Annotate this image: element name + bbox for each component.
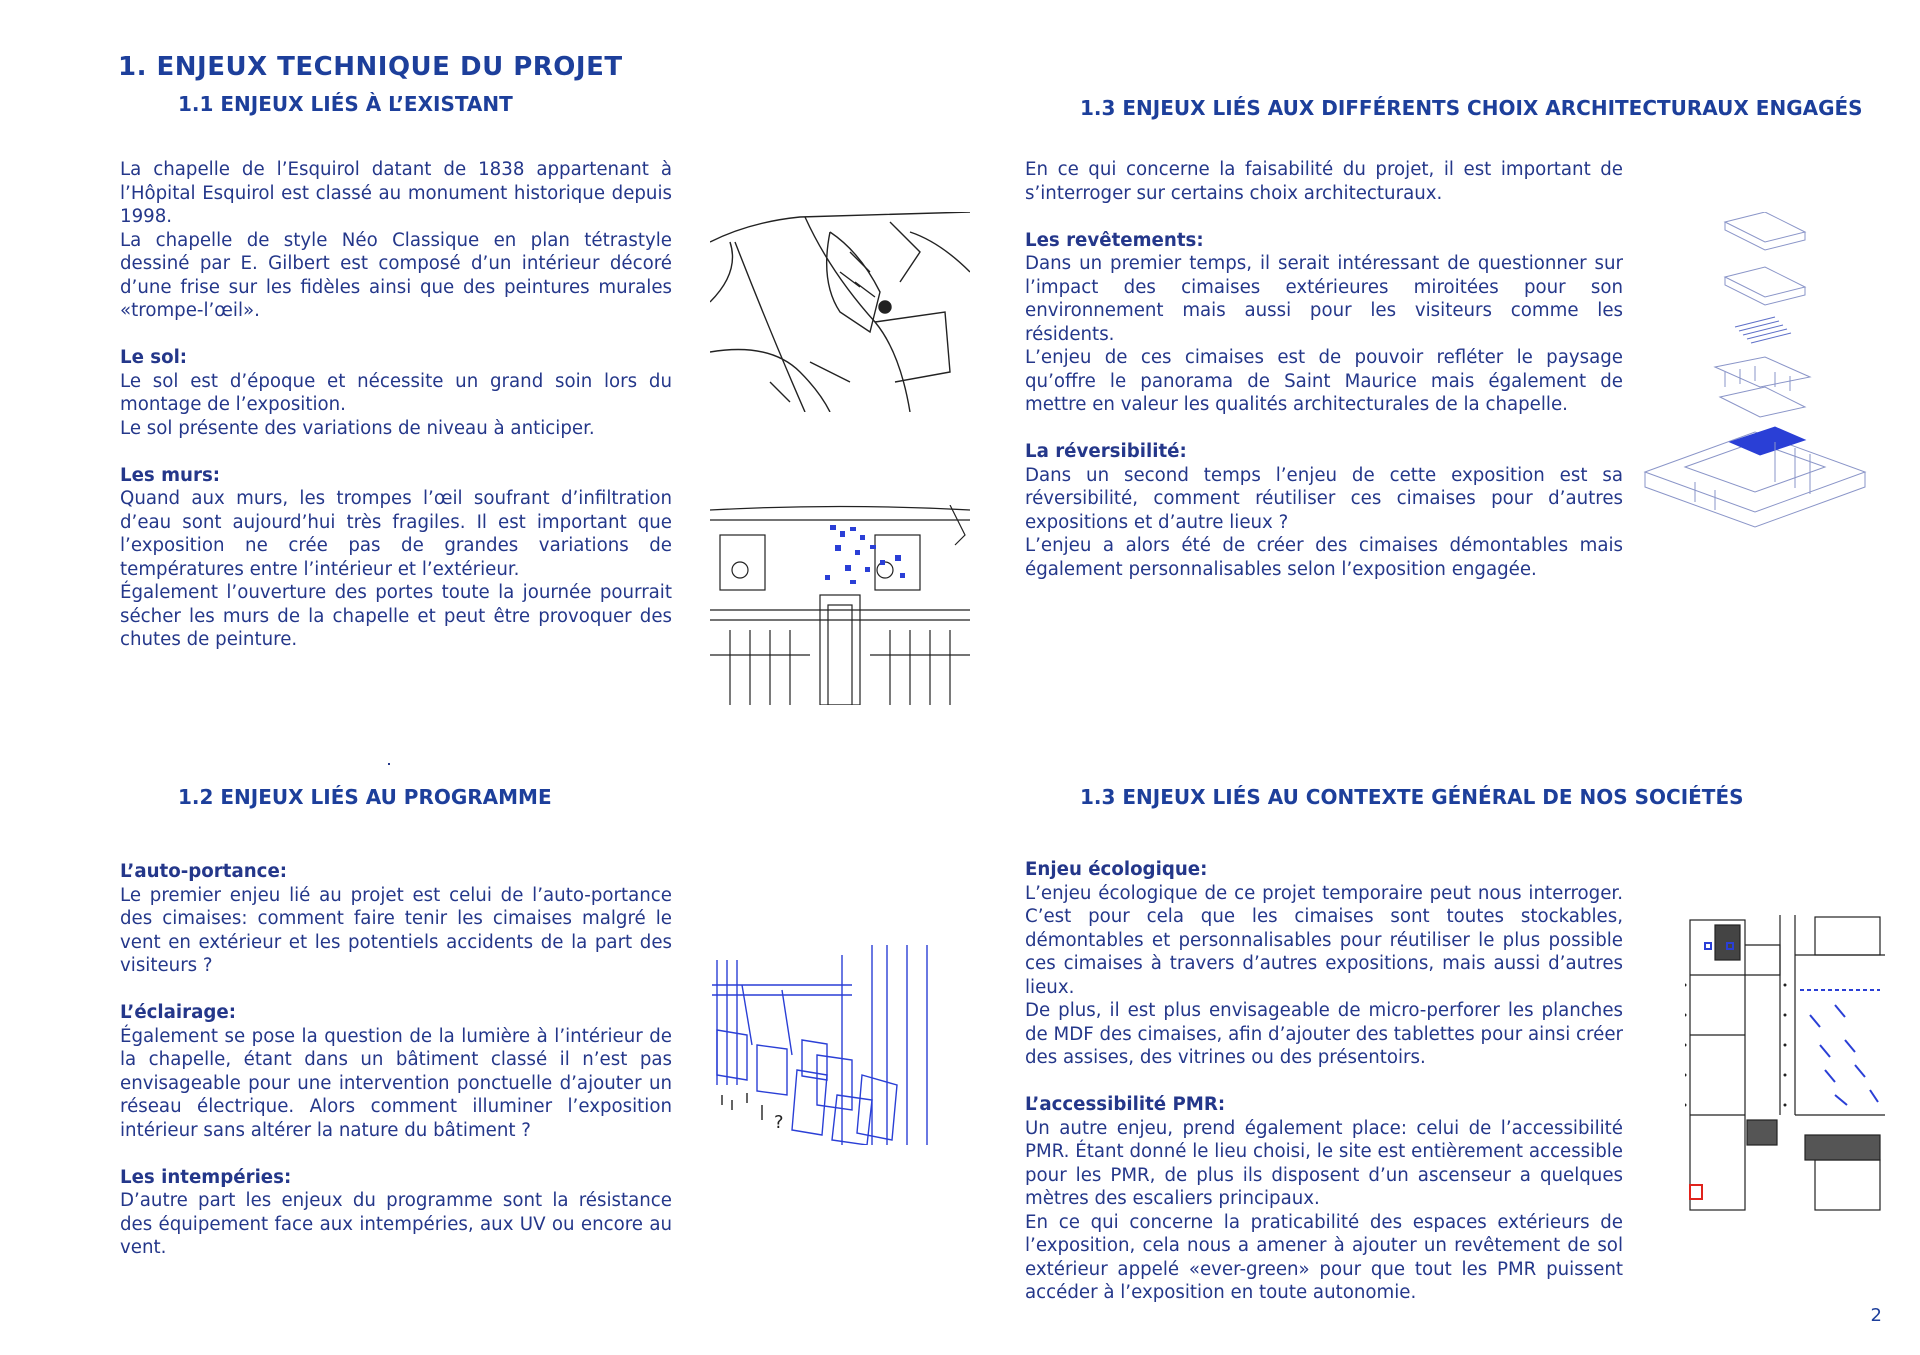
intemperies-subtitle: Les intempéries: (120, 1166, 292, 1188)
pmr-text-1: Un autre enjeu, prend également place: celui de l’accessibilité PMR. Étant donné le lieu choisi, le site est entièrement accessible pour les PMR, de plus ils disposent d’un ascenseur a quelques mètres des escaliers principaux. (1025, 1117, 1623, 1209)
autoportance-text: Le premier enjeu lié au projet est celui de l’auto-portance des cimaises: comment faire tenir les cimaises malgré le vent en extérieur et les potentiels accidents de la part des visiteurs ? (120, 884, 672, 976)
reversibilite-text-2: L’enjeu a alors été de créer des cimaises démontables mais également personnalisables selon l’exposition engagée. (1025, 535, 1623, 580)
pmr-subtitle: L’accessibilité PMR: (1025, 1094, 1226, 1115)
section-body-existant (120, 158, 672, 652)
exploded-axonometric-image (1635, 212, 1875, 552)
sol-text-1: Le sol est d’époque et nécessite un grand soin lors du montage de l’exposition. (120, 370, 672, 415)
murs-text-2: Également l’ouverture des portes toute la journée pourrait sécher les murs de la chapelle et peut être provoquer des chutes de peinture. (120, 582, 672, 650)
page-number: 2 (1870, 1305, 1882, 1326)
murs-subtitle: Les murs: (120, 464, 221, 486)
ecolo-text-1: L’enjeu écologique de ce projet temporaire peut nous interroger. C’est pour cela que les cimaises sont toutes stockables, démontables et personnalisables pour réutiliser le plus possible ces cimaises à travers d’autres expositions, mais aussi d’autres lieux. (1025, 882, 1623, 998)
eclairage-subtitle: L’éclairage: (120, 1002, 237, 1023)
section-title-programme: 1.2 ENJEUX LIÉS AU PROGRAMME (178, 785, 552, 809)
svg-text:?: ? (774, 1112, 784, 1133)
existant-intro-1: La chapelle de l’Esquirol datant de 1838 appartenant à l’Hôpital Esquirol est classé au monument historique depuis 1998. (120, 159, 672, 227)
interior-sketch-image (710, 505, 970, 705)
ecolo-subtitle: Enjeu écologique: (1025, 859, 1208, 880)
site-plan-image (1685, 915, 1885, 1220)
section-body-contexte (1025, 858, 1623, 1305)
choix-intro: En ce qui concerne la faisabilité du projet, il est important de s’interroger sur certains choix architecturaux. (1025, 159, 1623, 204)
ecolo-text-2: De plus, il est plus envisageable de micro-perforer les planches de MDF des cimaises, afin d’ajouter des tablettes pour ainsi créer des assises, des vitrines ou des présentoirs. (1025, 1000, 1623, 1068)
page-heading: 1. ENJEUX TECHNIQUE DU PROJET (118, 52, 623, 82)
revetements-text-2: L’enjeu de ces cimaises est de pouvoir refléter le paysage qu’offre le panorama de Saint Maurice mais également de mettre en valeur les qualités architecturales de la chapelle. (1025, 347, 1623, 415)
revetements-subtitle: Les revêtements: (1025, 229, 1204, 251)
section-body-choix (1025, 158, 1623, 581)
section-title-contexte: 1.3 ENJEUX LIÉS AU CONTEXTE GÉNÉRAL DE NOS SOCIÉTÉS (1080, 785, 1744, 809)
eclairage-text: Également se pose la question de la lumière à l’intérieur de la chapelle, étant dans un bâtiment classé il n’est pas envisageable pour une intervention ponctuelle d’ajouter un réseau électrique. Alors comment illuminer l’exposition intérieur sans altérer la nature du bâtiment ? (120, 1025, 672, 1141)
exhibition-sketch-image (712, 945, 937, 1145)
intemperies-text: D’autre part les enjeux du programme sont la résistance des équipement face aux intempéries, aux UV ou encore au vent. (120, 1190, 672, 1258)
reversibilite-subtitle: La réversibilité: (1025, 441, 1187, 462)
section-body-programme (120, 860, 672, 1260)
murs-text-1: Quand aux murs, les trompes l’œil soufrant d’infiltration d’eau sont aujourd’hui très fragiles. Il est important que l’exposition ne crée pas de grandes variations de températures entre l’intérieur et l’extérieur. (120, 488, 672, 580)
sol-text-2: Le sol présente des variations de niveau à anticiper. (120, 417, 595, 439)
floor-sketch-image (710, 212, 970, 412)
section-title-existant: 1.1 ENJEUX LIÉS À L’EXISTANT (178, 92, 513, 116)
sol-subtitle: Le sol: (120, 347, 188, 368)
revetements-text-1: Dans un premier temps, il serait intéressant de questionner sur l’impact des cimaises extérieures miroitées pour son environnement mais aussi pour les visiteurs comme les résidents. (1025, 253, 1623, 345)
autoportance-subtitle: L’auto-portance: (120, 861, 288, 882)
pmr-text-2: En ce qui concerne la praticabilité des espaces extérieurs de l’exposition, cela nous a amener à ajouter un revêtement de sol extérieur appelé «ever-green» pour que tout les PMR puissent accéder à l’exposition en toute autonomie. (1025, 1211, 1623, 1303)
reversibilite-text-1: Dans un second temps l’enjeu de cette exposition est sa réversibilité, comment réutiliser ces cimaises pour d’autres expositions et d’autre lieux ? (1025, 464, 1623, 533)
section-title-choix: 1.3 ENJEUX LIÉS AUX DIFFÉRENTS CHOIX ARCHITECTURAUX ENGAGÉS (1080, 96, 1863, 120)
existant-intro-2: La chapelle de style Néo Classique en plan tétrastyle dessiné par E. Gilbert est composé d’un intérieur décoré d’une frise sur les fidèles ainsi que des peintures murales «trompe-l’œil». (120, 229, 672, 321)
stray-dot (388, 763, 390, 765)
